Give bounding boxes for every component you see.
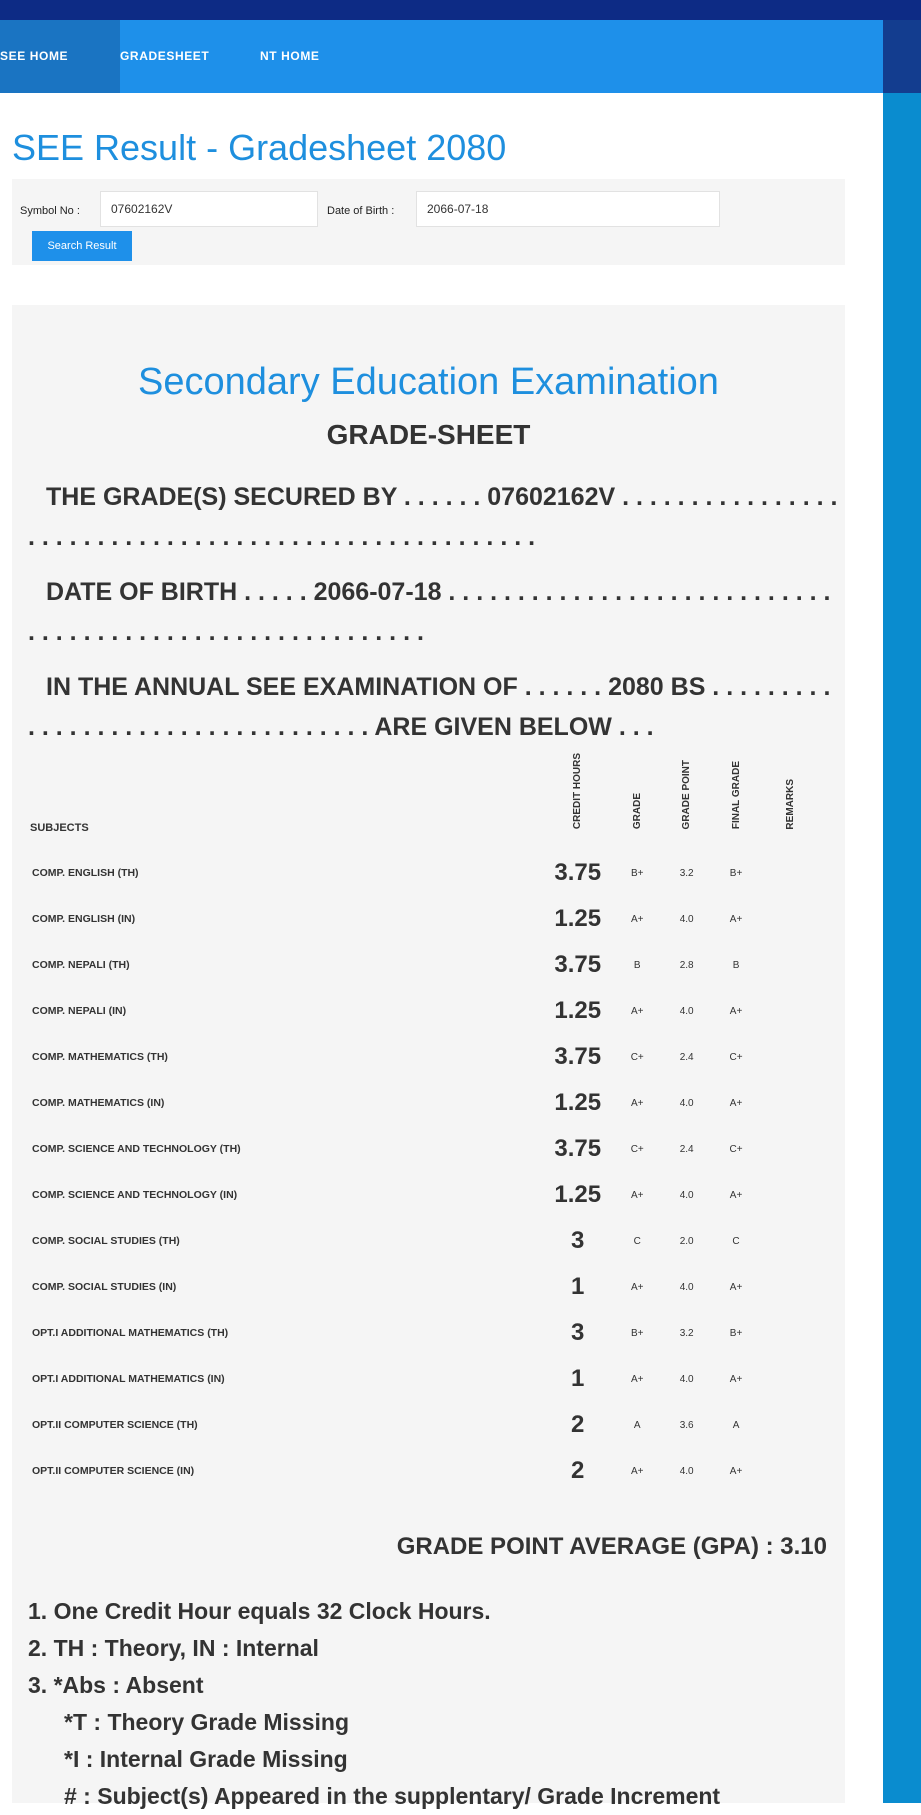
grade-point-cell: 3.6: [679, 1419, 694, 1431]
note-item: 1. One Credit Hour equals 32 Clock Hours.: [28, 1598, 491, 1624]
header-credit-hours-label: CREDIT HOURS: [572, 753, 584, 830]
note-item: *T : Theory Grade Missing: [64, 1709, 349, 1735]
grade-cell: A+: [630, 1005, 644, 1017]
table-row: [30, 1448, 820, 1494]
dob-line: [28, 572, 838, 652]
note-item: *I : Internal Grade Missing: [64, 1746, 348, 1772]
grade-cell: A+: [630, 1189, 644, 1201]
header-credit-hours: [543, 753, 613, 850]
remarks-cell: [761, 1310, 820, 1356]
header-grade: [613, 753, 662, 850]
grade-cell: B+: [630, 867, 644, 879]
final-grade-cell: C: [732, 1235, 740, 1247]
remarks-cell: [761, 1356, 820, 1402]
secured-by-text: THE GRADE(S) SECURED BY . . . . . . 07602162V . . . . . . . . . . . . . . . . . . . . . . . . . . . . . . . . . . . . . . . . . . . . . . . . . . . . .: [28, 483, 838, 551]
main-content: [0, 93, 883, 1809]
grade-cell: A+: [630, 1097, 644, 1109]
grade-cell: A+: [630, 913, 644, 925]
table-header-row: [30, 753, 820, 850]
remarks-cell: [761, 1264, 820, 1310]
subject-cell: COMP. NEPALI (IN): [32, 1005, 127, 1018]
grade-cell: C: [633, 1235, 641, 1247]
final-grade-cell: C+: [729, 1143, 743, 1155]
search-panel: [12, 179, 845, 265]
table-row: [30, 942, 820, 988]
subject-cell: OPT.I ADDITIONAL MATHEMATICS (IN): [32, 1373, 225, 1386]
header-grade-label: GRADE: [631, 793, 643, 830]
subject-cell: COMP. SCIENCE AND TECHNOLOGY (TH): [32, 1143, 241, 1156]
credit-hours-cell: 1: [571, 1273, 585, 1301]
gpa-text: GRADE POINT AVERAGE (GPA) : 3.10: [396, 1533, 827, 1560]
symbol-input[interactable]: [100, 191, 318, 227]
grade-cell: A+: [630, 1281, 644, 1293]
table-row: [30, 850, 820, 896]
grade-point-cell: 4.0: [679, 1097, 694, 1109]
remarks-cell: [761, 1080, 820, 1126]
final-grade-cell: B+: [729, 1327, 743, 1339]
dob-text: DATE OF BIRTH . . . . . 2066-07-18 . . . . . . . . . . . . . . . . . . . . . . . . . . . . . . . . . . . . . . . . . . . . . . . . . . . . . . . . .: [28, 578, 831, 646]
remarks-cell: [761, 942, 820, 988]
search-result-button[interactable]: Search Result: [32, 231, 132, 261]
header-remarks: [761, 753, 820, 850]
symbol-label: Symbol No :: [20, 205, 80, 217]
credit-hours-cell: 3.75: [554, 951, 602, 979]
header-remarks-label: REMARKS: [784, 778, 796, 830]
final-grade-cell: A+: [729, 1465, 743, 1477]
final-grade-cell: A+: [729, 1189, 743, 1201]
grade-cell: A+: [630, 1373, 644, 1385]
top-bar: [0, 0, 921, 20]
grade-cell: C+: [630, 1051, 644, 1063]
remarks-cell: [761, 1172, 820, 1218]
header-final-grade: [711, 753, 760, 850]
grade-point-cell: 2.0: [679, 1235, 694, 1247]
grade-cell: A+: [630, 1465, 644, 1477]
credit-hours-cell: 2: [571, 1411, 585, 1439]
main-nav: [0, 20, 883, 93]
table-row: [30, 1218, 820, 1264]
remarks-cell: [761, 1402, 820, 1448]
grades-table-body: [30, 850, 820, 1494]
annual-exam-text: IN THE ANNUAL SEE EXAMINATION OF . . . . . . 2080 BS . . . . . . . . . . . . . . . . . . . . . . . . . . . . . . . . . . ARE GIVEN BELOW . . .: [28, 673, 831, 741]
grade-point-cell: 2.4: [679, 1143, 694, 1155]
credit-hours-cell: 1.25: [554, 997, 602, 1025]
note-item: # : Subject(s) Appeared in the supplentary/ Grade Increment: [64, 1783, 721, 1809]
table-row: [30, 1402, 820, 1448]
annual-exam-line: [28, 667, 838, 747]
subject-cell: COMP. ENGLISH (IN): [32, 913, 136, 926]
table-row: [30, 1356, 820, 1402]
remarks-cell: [761, 1034, 820, 1080]
final-grade-cell: A+: [729, 1097, 743, 1109]
grades-table: [30, 753, 820, 1494]
header-grade-point-label: GRADE POINT: [681, 759, 693, 830]
grade-cell: B: [633, 959, 641, 971]
header-final-grade-label: FINAL GRADE: [730, 760, 742, 830]
credit-hours-cell: 3.75: [554, 1043, 602, 1071]
final-grade-cell: A+: [729, 1005, 743, 1017]
subject-cell: OPT.I ADDITIONAL MATHEMATICS (TH): [32, 1327, 229, 1340]
subject-cell: COMP. NEPALI (TH): [32, 959, 130, 972]
header-subjects: SUBJECTS: [30, 822, 89, 835]
table-row: [30, 1126, 820, 1172]
grade-cell: C+: [630, 1143, 644, 1155]
remarks-cell: [761, 896, 820, 942]
notes-list: [28, 1593, 838, 1815]
grade-point-cell: 2.4: [679, 1051, 694, 1063]
right-scroll-strip: [883, 20, 921, 1803]
table-row: [30, 1310, 820, 1356]
dob-input[interactable]: [416, 191, 720, 227]
subject-cell: COMP. SOCIAL STUDIES (TH): [32, 1235, 180, 1248]
table-row: [30, 1080, 820, 1126]
table-row: [30, 1172, 820, 1218]
subject-cell: OPT.II COMPUTER SCIENCE (IN): [32, 1465, 195, 1478]
credit-hours-cell: 3: [571, 1319, 585, 1347]
nav-see-home[interactable]: SEE HOME: [0, 20, 120, 93]
credit-hours-cell: 3: [571, 1227, 585, 1255]
credit-hours-cell: 3.75: [554, 1135, 602, 1163]
remarks-cell: [761, 1126, 820, 1172]
note-item: 3. *Abs : Absent: [28, 1672, 204, 1698]
final-grade-cell: C+: [729, 1051, 743, 1063]
grade-point-cell: 4.0: [679, 1281, 694, 1293]
credit-hours-cell: 2: [571, 1457, 585, 1485]
table-row: [30, 896, 820, 942]
credit-hours-cell: 1: [571, 1365, 585, 1393]
grade-cell: A: [633, 1419, 641, 1431]
subject-cell: OPT.II COMPUTER SCIENCE (TH): [32, 1419, 198, 1432]
grade-point-cell: 4.0: [679, 1465, 694, 1477]
final-grade-cell: A+: [729, 913, 743, 925]
subject-cell: COMP. MATHEMATICS (IN): [32, 1097, 165, 1110]
header-grade-point: [662, 753, 711, 850]
grade-point-cell: 4.0: [679, 1189, 694, 1201]
subject-cell: COMP. MATHEMATICS (TH): [32, 1051, 168, 1064]
table-row: [30, 1034, 820, 1080]
page-title: SEE Result - Gradesheet 2080: [12, 127, 507, 168]
subject-cell: COMP. ENGLISH (TH): [32, 867, 139, 880]
final-grade-cell: B+: [729, 867, 743, 879]
nav-gradesheet[interactable]: GRADESHEET: [120, 49, 210, 63]
grade-point-cell: 3.2: [679, 867, 694, 879]
remarks-cell: [761, 1448, 820, 1494]
right-strip-top: [883, 20, 921, 93]
note-item: 2. TH : Theory, IN : Internal: [28, 1635, 319, 1661]
credit-hours-cell: 1.25: [554, 1181, 602, 1209]
subject-cell: COMP. SOCIAL STUDIES (IN): [32, 1281, 177, 1294]
grade-point-cell: 4.0: [679, 913, 694, 925]
final-grade-cell: A: [732, 1419, 740, 1431]
credit-hours-cell: 3.75: [554, 859, 602, 887]
grade-point-cell: 4.0: [679, 1005, 694, 1017]
final-grade-cell: A+: [729, 1373, 743, 1385]
secured-by-line: [28, 477, 838, 557]
dob-label: Date of Birth :: [327, 205, 395, 217]
remarks-cell: [761, 988, 820, 1034]
subject-cell: COMP. SCIENCE AND TECHNOLOGY (IN): [32, 1189, 238, 1202]
final-grade-cell: B: [732, 959, 740, 971]
table-row: [30, 1264, 820, 1310]
nav-nt-home[interactable]: NT HOME: [260, 49, 320, 63]
remarks-cell: [761, 1218, 820, 1264]
credit-hours-cell: 1.25: [554, 905, 602, 933]
grade-point-cell: 4.0: [679, 1373, 694, 1385]
credit-hours-cell: 1.25: [554, 1089, 602, 1117]
grade-cell: B+: [630, 1327, 644, 1339]
grade-point-cell: 3.2: [679, 1327, 694, 1339]
exam-title: Secondary Education Examination: [138, 361, 719, 403]
grade-point-cell: 2.8: [679, 959, 694, 971]
table-row: [30, 988, 820, 1034]
grade-sheet: [12, 305, 845, 1809]
sheet-title: GRADE-SHEET: [326, 419, 531, 450]
remarks-cell: [761, 850, 820, 896]
final-grade-cell: A+: [729, 1281, 743, 1293]
